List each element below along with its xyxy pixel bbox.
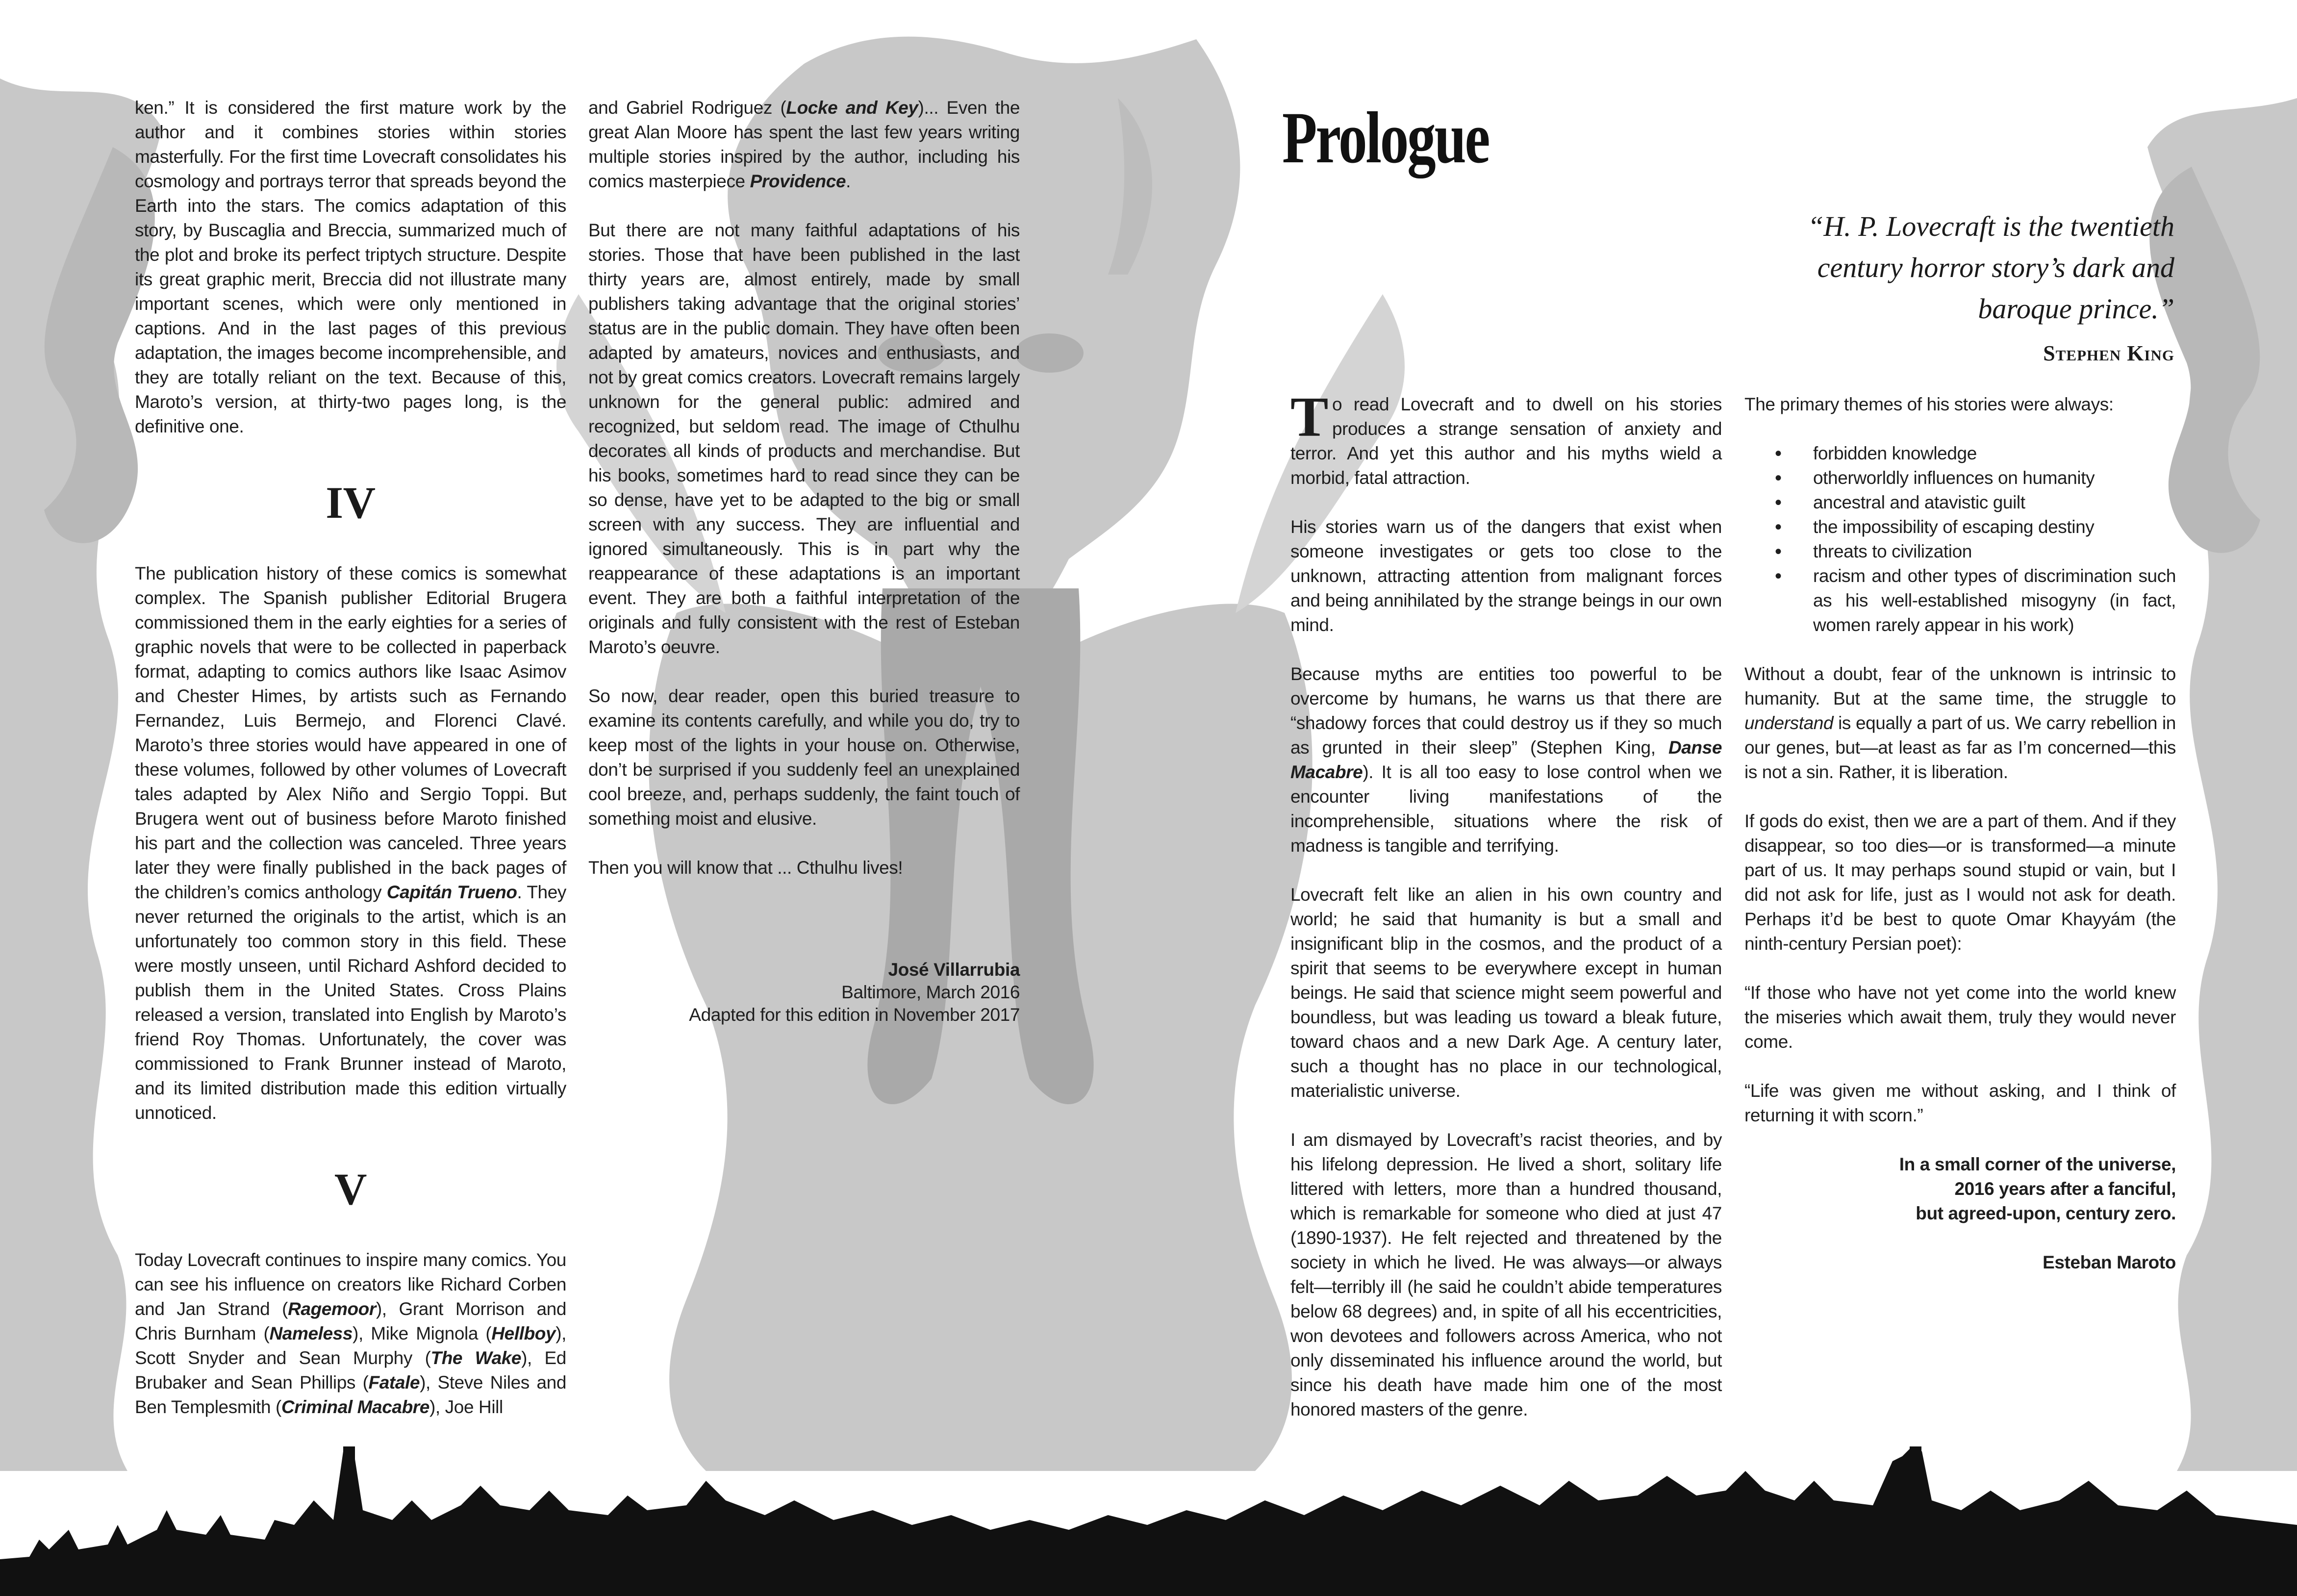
themes-list bbox=[1744, 441, 2176, 637]
book-title: Danse Macabre bbox=[1290, 737, 1722, 782]
book-title: Fatale bbox=[368, 1372, 420, 1393]
paragraph: Then you will know that ... Cthulhu lives! bbox=[588, 858, 903, 878]
paragraph: So now, dear reader, open this buried treasure to examine its contents carefully, and while you do, try to keep most of the lights in your house on. Otherwise, don’t be surprised if you suddenly feel an unexplained cool breeze, and, perhaps suddenly, the faint touch of something moist and elusive. bbox=[588, 686, 1020, 829]
book-title: Providence bbox=[750, 171, 846, 191]
signature-name: Esteban Maroto bbox=[2043, 1252, 2176, 1272]
paragraph: Today Lovecraft continues to inspire many comics. You can see his influence on creators like Richard Corben and Jan Strand (Ragemoor), Grant Morrison and Chris Burnham (Nameless), Mike Mignola (Hellboy), Scott Snyder and Sean Murphy (The Wake), Ed Brubaker and Sean Phillips (Fatale), Steve Niles and Ben Templesmith (Criminal Macabre), Joe Hill bbox=[135, 1250, 566, 1417]
paragraph: To read Lovecraft and to dwell on his stories produces a strange sensation of anxiety and terror. And yet this author and his myths wield a morbid, fatal attraction. bbox=[1290, 386, 1722, 488]
book-title: Hellboy bbox=[491, 1323, 556, 1343]
paragraph: “If those who have not yet come into the world knew the miseries which await them, truly they would never come. bbox=[1744, 983, 2176, 1052]
drop-cap: T bbox=[1290, 386, 1328, 449]
page-title: Prologue bbox=[1282, 97, 1489, 178]
book-title: The Wake bbox=[430, 1348, 522, 1368]
left-tower-shape bbox=[343, 1446, 355, 1525]
book-title: Capitán Trueno bbox=[386, 882, 517, 902]
right-column-2 bbox=[1744, 392, 2176, 1275]
paragraph: “Life was given me without asking, and I think of returning it with scorn.” bbox=[1744, 1081, 2176, 1125]
book-title: Nameless bbox=[269, 1323, 353, 1343]
paragraph: Without a doubt, fear of the unknown is intrinsic to humanity. But at the same time, the struggle to understand is equally a part of us. We carry rebellion in our genes, but—at least as far as I’m concerned—this is not a sin. Rather, it is liberation. bbox=[1744, 664, 2176, 782]
list-item: • the impossibility of escaping destiny bbox=[1813, 515, 2176, 539]
paragraph: and Gabriel Rodriguez (Locke and Key)... Even the great Alan Moore has spent the last few years writing multiple stories inspired by the author, including his comics masterpiece Providence. bbox=[588, 98, 1020, 191]
book-title: Locke and Key bbox=[786, 98, 918, 118]
closing-line: but agreed-upon, century zero. bbox=[1916, 1203, 2176, 1223]
paragraph: Lovecraft felt like an alien in his own country and world; he said that humanity is but a small and insignificant blip in the cosmos, and the product of a spirit that seems to be everywhere except in human beings. He said that science might seem powerful and boundless, but was leading us toward a bleak future, toward chaos and a new Dark Age. A century later, such a thought has no place in our technological, materialistic universe. bbox=[1290, 885, 1722, 1101]
emphasis: understand bbox=[1744, 713, 1834, 733]
section-numeral-iv: IV bbox=[326, 478, 376, 528]
closing-line: 2016 years after a fanciful, bbox=[1954, 1179, 2176, 1199]
paragraph: But there are not many faithful adaptations of his stories. Those that have been published in the last thirty years are, almost entirely, made by small publishers taking advantage that the original stories’ status are in the public domain. They have often been adapted by amateurs, novices and enthusiasts, and not by great comics creators. Lovecraft remains largely unknown for the general public: admired and recognized, but seldom read. The image of Cthulhu decorates all kinds of products and merchandise. But his books, sometimes hard to read since they can be so dense, have yet to be adapted to the big or small screen with any success. They are influential and ignored simultaneously. This is in part why the reappearance of these adaptations is an important event. They are both a faithful interpretation of the originals and fully consistent with the rest of Esteban Maroto’s oeuvre. bbox=[588, 220, 1020, 657]
right-eye-shape bbox=[1015, 333, 1084, 373]
book-title: Ragemoor bbox=[288, 1299, 376, 1319]
themes-intro: The primary themes of his stories were always: bbox=[1744, 394, 2114, 414]
list-item: • otherworldly influences on humanity bbox=[1813, 466, 2176, 490]
right-column-1 bbox=[1290, 386, 1722, 1422]
list-item: • racism and other types of discrimination such as his well-established misogyny (in fact, women rarely appear in his work) bbox=[1813, 564, 2176, 637]
list-item: • threats to civilization bbox=[1813, 539, 2176, 564]
left-column-1 bbox=[135, 96, 566, 1419]
paragraph: His stories warn us of the dangers that exist when someone investigates or gets too close to the unknown, attracting attention from malignant forces and being annihilated by the strange beings in our own mind. bbox=[1290, 517, 1722, 635]
list-item: • ancestral and atavistic guilt bbox=[1813, 490, 2176, 515]
epigraph-author: Stephen King bbox=[2043, 341, 2174, 365]
right-tower-shape bbox=[1910, 1446, 1921, 1525]
paragraph: Because myths are entities too powerful to be overcome by humans, he warns us that there are “shadowy forces that could destroy us if they so much as grunted in their sleep” (Stephen King, Danse Macabre). It is all too easy to lose control when we encounter living manifestations of the incomprehensible, situations where the risk of madness is tangible and terrifying. bbox=[1290, 664, 1722, 856]
signature-name: José Villarrubia bbox=[888, 960, 1020, 980]
section-numeral-v: V bbox=[334, 1164, 367, 1214]
signature-note: Adapted for this edition in November 2017 bbox=[689, 1005, 1020, 1025]
signature-place-date: Baltimore, March 2016 bbox=[841, 982, 1020, 1002]
paragraph: ken.” It is considered the first mature work by the author and it combines stories within stories masterfully. For the first time Lovecraft consolidates his cosmology and portrays terror that spreads beyond the Earth into the stars. The comics adaptation of this story, by Buscaglia and Breccia, summarized much of the plot and broke its perfect triptych structure. Despite its great graphic merit, Breccia did not illustrate many important scenes, which were only mentioned in captions. And in the last pages of this previous adaptation, the images become incomprehensible, and they are totally reliant on the text. Because of this, Maroto’s version, at thirty-two pages long, is the definitive one. bbox=[135, 98, 566, 436]
book-title: Criminal Macabre bbox=[281, 1397, 429, 1417]
paragraph: I am dismayed by Lovecraft’s racist theories, and by his lifelong depression. He lived a short, solitary life littered with letters, more than a hundred thousand, which is remarkable for someone who died at just 47 (1890-1937). He felt rejected and threatened by the society in which he lived. He was always—or always felt—terribly ill (he said he couldn’t abide temperatures below 68 degrees) and, in spite of all his eccentricities, won devotees and followers across America, who not only disseminated his influence around the world, but since his death have made him one of the most honored masters of the genre. bbox=[1290, 1130, 1722, 1419]
epigraph-quote: “H. P. Lovecraft is the twentieth century horror story’s dark and baroque prince.” bbox=[1807, 210, 2174, 325]
paragraph: The publication history of these comics is somewhat complex. The Spanish publisher Editorial Brugera commissioned them in the early eighties for a series of graphic novels that were to be collected in paperback format, adapting to comics authors like Isaac Asimov and Chester Himes, by artists such as Fernando Fernandez, Luis Bermejo, and Florenci Clavé. Maroto’s three stories would have appeared in one of these volumes, followed by other volumes of Lovecraft tales adapted by Alex Niño and Sergio Toppi. But Brugera went out of business before Maroto finished his part and the collection was canceled. Three years later they were finally published in the back pages of the children’s comics anthology Capitán Trueno. They never returned the originals to the artist, which is an unfortunately too common story in this field. These were mostly unseen, until Richard Ashford decided to publish them in the United States. Cross Plains released a version, translated into English by Maroto’s friend Roy Thomas. Unfortunately, the cover was commissioned to Frank Brunner instead of Maroto, and its limited distribution made this edition virtually unnoticed. bbox=[135, 563, 566, 1123]
paragraph: If gods do exist, then we are a part of them. And if they disappear, so too dies—or is transformed—a minute part of us. It may perhaps sound stupid or vain, but I did not ask for life, just as I would not ask for death. Perhaps it’d be best to quote Omar Khayyám (the ninth-century Persian poet): bbox=[1744, 811, 2176, 954]
closing-line: In a small corner of the universe, bbox=[1899, 1154, 2176, 1174]
left-column-2 bbox=[588, 96, 1020, 1026]
signature-block bbox=[588, 959, 1020, 1026]
list-item: • forbidden knowledge bbox=[1813, 441, 2176, 466]
closing-lines bbox=[1744, 1152, 2176, 1275]
